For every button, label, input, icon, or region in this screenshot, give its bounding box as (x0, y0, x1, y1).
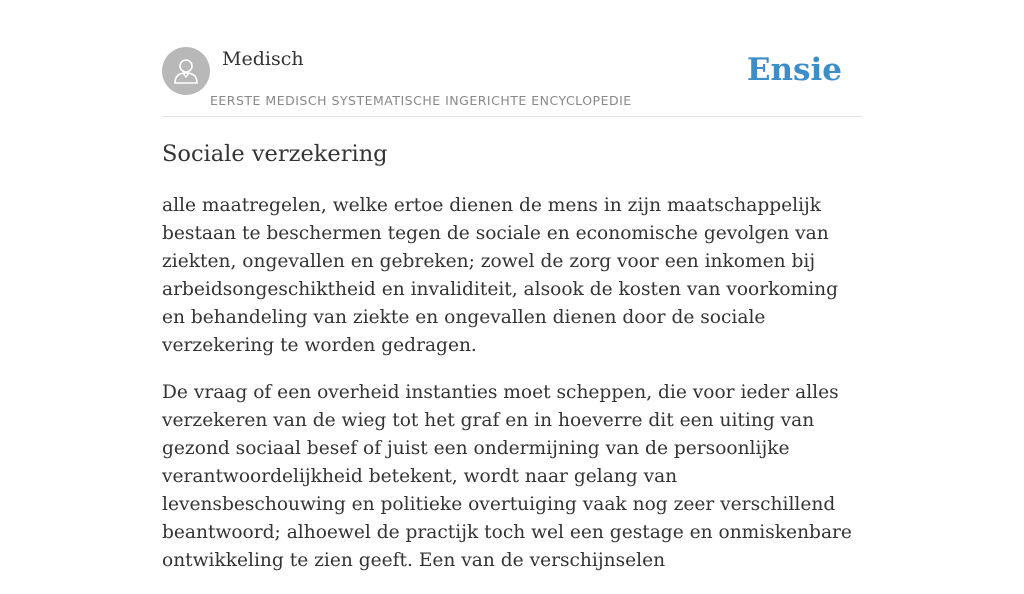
avatar[interactable] (162, 47, 210, 95)
user-icon (171, 56, 201, 86)
article-body (162, 192, 862, 594)
article-paragraph: De vraag of een overheid instanties moet scheppen, die voor ieder alles verzekeren van de wieg tot het graf en in hoeverre dit een uiting van gezond sociaal besef of juist een ondermijning van de persoonlijke verantwoordelijkheid betekent, wordt naar gelang van levensbeschouwing en politieke overtuiging vaak nog zeer verschillend beantwoord; alhoewel de practijk toch wel een gestage en onmiskenbare ontwikkeling te zien geeft. Een van de verschijnselen (162, 382, 852, 571)
article-paragraph: alle maatregelen, welke ertoe dienen de mens in zijn maatschappelijk bestaan te beschermen tegen de sociale en economische gevolgen van ziekten, ongevallen en gebreken; zowel de zorg voor een inkomen bij arbeidsongeschiktheid en invaliditeit, alsook de kosten van voorkoming en behandeling van ziekte en ongevallen dienen door de sociale verzekering te worden gedragen. (162, 195, 839, 356)
author-name[interactable]: Medisch (222, 48, 304, 70)
dictionary-subtitle: EERSTE MEDISCH SYSTEMATISCHE INGERICHTE ENCYCLOPEDIE (210, 93, 632, 108)
article-title: Sociale verzekering (162, 141, 388, 167)
header (162, 46, 862, 117)
brand-logo[interactable]: Ensie (746, 52, 842, 88)
